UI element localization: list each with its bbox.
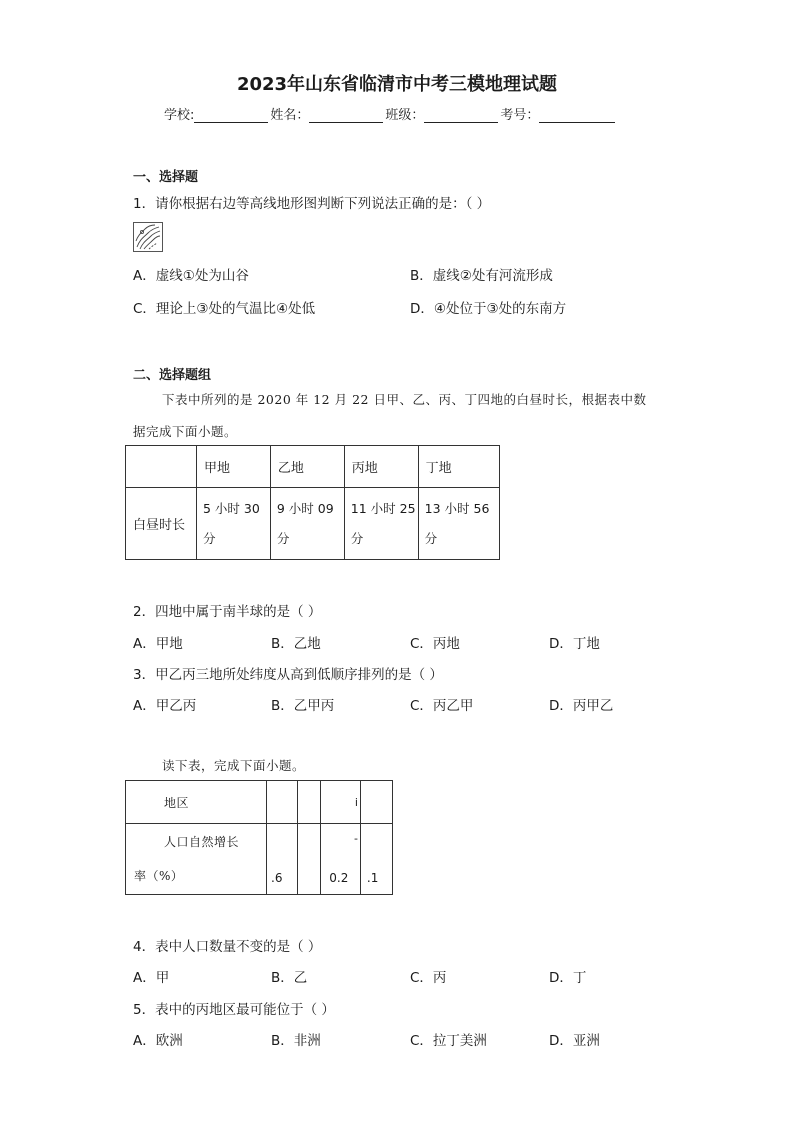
table1-intro-line2: 据完成下面小题。 xyxy=(133,424,238,439)
table2-cell-r1c2 xyxy=(297,781,320,824)
q5-option-a[interactable]: A．欧洲 xyxy=(133,1033,183,1049)
q5-option-d[interactable]: D．亚洲 xyxy=(549,1033,600,1049)
table1-cell-ding-line1: 13 小时 56 xyxy=(424,500,490,516)
table2-region-label: 地区 xyxy=(126,781,267,824)
question-2-stem: 2．四地中属于南半球的是（ ） xyxy=(133,604,322,620)
section-heading-choice: 一、选择题 xyxy=(133,170,199,185)
q2-option-d[interactable]: D．丁地 xyxy=(549,636,600,652)
table2-cell-r1c1 xyxy=(267,781,298,824)
table2-intro: 读下表，完成下面小题。 xyxy=(162,758,306,773)
q2-option-a[interactable]: A．甲地 xyxy=(133,636,183,652)
q1-option-d[interactable]: D．④处位于③处的东南方 xyxy=(410,301,567,317)
table2-growth-label-line1: 人口自然增长 xyxy=(164,835,240,849)
question-3-stem: 3．甲乙丙三地所处纬度从高到低顺序排列的是（ ） xyxy=(133,667,443,683)
q4-option-b[interactable]: B．乙 xyxy=(271,970,308,986)
table1-cell-ding-line2: 分 xyxy=(424,530,438,546)
table2-value-ding: .1 xyxy=(360,824,392,895)
q1-option-a[interactable]: A．虚线①处为山谷 xyxy=(133,268,249,284)
table2-growth-label-line2: 率（%） xyxy=(134,869,184,883)
q2-option-c[interactable]: C．丙地 xyxy=(410,636,460,652)
table1-header-yi: 乙地 xyxy=(270,446,344,488)
table2-cell-r1c3: i xyxy=(321,781,361,824)
q1-option-c[interactable]: C．理论上③处的气温比④处低 xyxy=(133,301,316,317)
table2-value-bing-text: 0.2 xyxy=(329,871,349,885)
table1-row-label: 白昼时长 xyxy=(126,488,197,560)
page-title: 2023年山东省临清市中考三模地理试题 xyxy=(236,74,558,95)
table2-value-bing xyxy=(321,824,361,895)
class-label: 班级： xyxy=(385,108,425,123)
exam-no-label: 考号： xyxy=(500,108,540,123)
table1-cell-yi xyxy=(270,488,344,560)
table1-cell-jia xyxy=(196,488,270,560)
table1-cell-ding xyxy=(418,488,499,560)
q4-option-d[interactable]: D．丁 xyxy=(549,970,587,986)
population-table xyxy=(125,780,393,895)
table2-cell-r1c4 xyxy=(360,781,392,824)
table1-cell-jia-line1: 5 小时 30 xyxy=(202,500,260,516)
school-label: 学校: xyxy=(164,108,195,123)
name-blank[interactable] xyxy=(309,108,383,123)
table1-cell-bing xyxy=(344,488,418,560)
section-heading-group: 二、选择题组 xyxy=(133,368,212,383)
q3-option-b[interactable]: B．乙甲丙 xyxy=(271,698,335,714)
q5-option-b[interactable]: B．非洲 xyxy=(271,1033,321,1049)
q3-option-d[interactable]: D．丙甲乙 xyxy=(549,698,614,714)
table1-cell-bing-line2: 分 xyxy=(350,530,364,546)
daylight-table xyxy=(125,445,500,560)
q5-option-c[interactable]: C．拉丁美洲 xyxy=(410,1033,487,1049)
question-1-stem: 1．请你根据右边等高线地形图判断下列说法正确的是：（ ） xyxy=(133,196,491,212)
table2-growth-label xyxy=(126,824,267,895)
q2-option-b[interactable]: B．乙地 xyxy=(271,636,321,652)
question-5-stem: 5．表中的丙地区最可能位于（ ） xyxy=(133,1002,335,1018)
student-info-line xyxy=(164,104,617,123)
table2-value-jia: .6 xyxy=(267,824,298,895)
name-label: 姓名： xyxy=(270,108,310,123)
table1-cell-yi-line1: 9 小时 09 xyxy=(276,500,334,516)
class-blank[interactable] xyxy=(424,108,498,123)
table1-intro-line1: 下表中所列的是 2020 年 12 月 22 日甲、乙、丙、丁四地的白昼时长，根据表中数 xyxy=(162,392,647,407)
table2-value-yi xyxy=(297,824,320,895)
table1-corner-cell xyxy=(126,446,197,488)
table1-header-ding: 丁地 xyxy=(418,446,499,488)
q4-option-c[interactable]: C．丙 xyxy=(410,970,447,986)
q4-option-a[interactable]: A．甲 xyxy=(133,970,170,986)
q1-option-b[interactable]: B．虚线②处有河流形成 xyxy=(410,268,553,284)
table1-header-jia: 甲地 xyxy=(196,446,270,488)
question-4-stem: 4．表中人口数量不变的是（ ） xyxy=(133,939,322,955)
table2-dash-mark: - xyxy=(353,832,358,845)
exam-no-blank[interactable] xyxy=(539,108,615,123)
q3-option-c[interactable]: C．丙乙甲 xyxy=(410,698,474,714)
table1-header-bing: 丙地 xyxy=(344,446,418,488)
contour-map-icon xyxy=(133,222,163,252)
table1-cell-yi-line2: 分 xyxy=(276,530,290,546)
table1-cell-jia-line2: 分 xyxy=(202,530,216,546)
table1-cell-bing-line1: 11 小时 25 xyxy=(350,500,416,516)
q3-option-a[interactable]: A．甲乙丙 xyxy=(133,698,197,714)
school-blank[interactable] xyxy=(194,108,268,123)
